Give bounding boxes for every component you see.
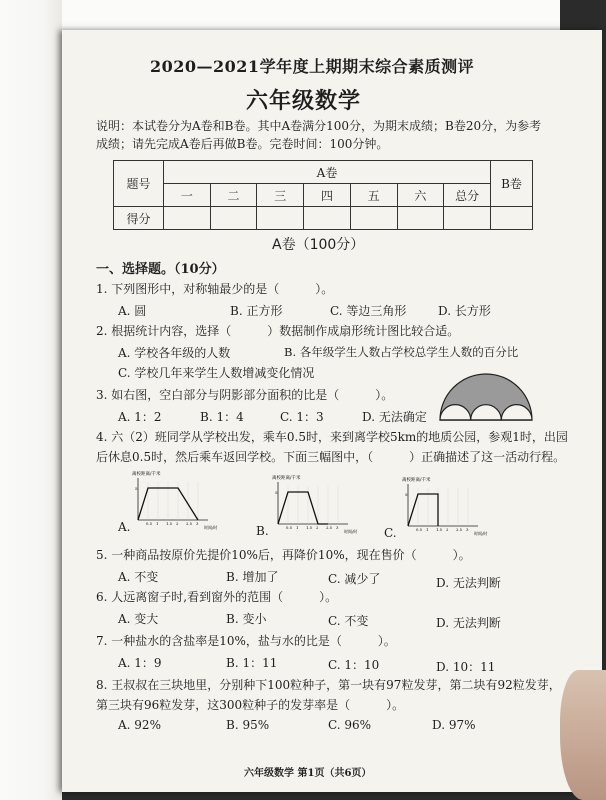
graph-c-x-tick: 2.5 xyxy=(456,527,463,532)
question-8-stem-line-2: 第三块有96粒发芽，这300粒种子的发芽率是（ ）。 xyxy=(96,698,405,712)
score-table-score-label: 得分 xyxy=(114,207,164,230)
question-4-option-a: A. xyxy=(118,520,131,534)
question-7-option-d: D. 10：11 xyxy=(436,660,496,674)
question-1-option-c: C. 等边三角形 xyxy=(330,304,407,318)
question-8-option-b: B. 95% xyxy=(226,718,270,732)
graph-c-x-tick: 1 xyxy=(426,527,429,532)
graph-c-x-tick: 2 xyxy=(446,527,449,532)
graph-b-x-label: 时间/时 xyxy=(344,529,358,534)
graph-b-x-tick: 0.5 xyxy=(286,525,293,530)
graph-a-x-tick: 3 xyxy=(196,521,199,526)
question-7-option-a: A. 1：9 xyxy=(118,656,162,670)
score-cell[interactable] xyxy=(350,207,397,230)
graph-b-x-tick: 1.5 xyxy=(306,525,313,530)
question-2-stem: 2. 根据统计内容，选择（ ）数据制作成扇形统计图比较合适。 xyxy=(96,324,460,338)
score-table-group-a: A卷 xyxy=(164,161,491,184)
score-cell[interactable] xyxy=(444,207,491,230)
score-cell[interactable] xyxy=(397,207,444,230)
question-5-option-b: B. 增加了 xyxy=(226,570,279,584)
graph-c-x-tick: 3 xyxy=(466,527,469,532)
question-4-stem-line-2: 后休息0.5时，然后乘车返回学校。下面三幅图中，（ ）正确描述了这一活动行程。 xyxy=(96,450,566,464)
section-a-heading: A卷（100分） xyxy=(272,237,365,253)
question-3-option-d: D. 无法确定 xyxy=(362,410,427,424)
question-6-option-c: C. 不变 xyxy=(328,614,369,628)
graph-a-x-tick: 2.5 xyxy=(186,521,193,526)
journey-graph-a xyxy=(128,468,224,530)
question-4-option-c: C. xyxy=(384,526,397,540)
question-1-option-b: B. 正方形 xyxy=(230,304,283,318)
question-6-option-b: B. 变小 xyxy=(226,612,267,626)
question-5-option-d: D. 无法判断 xyxy=(436,576,501,590)
question-4-option-b: B. xyxy=(256,524,269,538)
score-table-header-label: 题号 xyxy=(114,161,164,207)
page-footer: 六年级数学 第1页（共6页） xyxy=(244,768,372,779)
journey-graph-c xyxy=(398,474,494,536)
score-table-column: 六 xyxy=(397,184,444,207)
question-1-option-a: A. 圆 xyxy=(118,304,147,318)
score-cell[interactable] xyxy=(164,207,211,230)
question-1-option-d: D. 长方形 xyxy=(438,304,491,318)
background-top xyxy=(0,0,606,30)
question-2-option-b: B. 各年级学生人数占学校总学生人数的百分比 xyxy=(284,345,519,359)
question-2-option-c: C. 学校几年来学生人数增减变化情况 xyxy=(118,366,315,380)
question-5-option-c: C. 减少了 xyxy=(328,572,381,586)
question-8-option-c: C. 96% xyxy=(328,718,372,732)
graph-a-x-label: 时间/时 xyxy=(204,525,218,530)
score-table-column: 三 xyxy=(257,184,304,207)
question-1-stem: 1. 下列图形中，对称轴最少的是（ ）。 xyxy=(96,282,334,296)
question-8-option-d: D. 97% xyxy=(432,718,476,732)
graph-b-x-tick: 2 xyxy=(316,525,319,530)
graph-a-x-tick: 2 xyxy=(176,521,179,526)
graph-a-x-tick: 1.5 xyxy=(166,521,173,526)
graph-c-y-tick: 5 xyxy=(405,492,408,497)
question-6-option-a: A. 变大 xyxy=(118,612,159,626)
graph-a-x-tick: 0.5 xyxy=(146,521,153,526)
background-left xyxy=(0,0,62,800)
graph-c-x-tick: 1.5 xyxy=(436,527,443,532)
graph-b-x-tick: 3 xyxy=(336,525,339,530)
question-3-option-a: A. 1：2 xyxy=(118,410,162,424)
question-3-option-b: B. 1：4 xyxy=(200,410,244,424)
question-7-stem: 7. 一种盐水的含盐率是10%，盐与水的比是（ ）。 xyxy=(96,634,396,648)
graph-c-x-label: 时间/时 xyxy=(474,531,488,536)
score-table xyxy=(113,160,533,230)
question-8-stem-line-1: 8. 王叔叔在三块地里，分别种下100粒种子，第一块有97粒发芽，第二块有92粒发芽， xyxy=(96,678,561,692)
question-5-option-a: A. 不变 xyxy=(118,570,159,584)
semicircle-figure xyxy=(436,368,536,426)
background-corner xyxy=(560,0,606,30)
graph-b-y-label: 离校距离/千米 xyxy=(272,476,301,481)
score-cell[interactable] xyxy=(210,207,257,230)
graph-a-y-tick: 5 xyxy=(135,486,138,491)
score-cell[interactable] xyxy=(304,207,351,230)
question-6-option-d: D. 无法判断 xyxy=(436,616,501,630)
instructions-line-1: 说明：本试卷分为A卷和B卷。其中A卷满分100分，为期末成绩；B卷20分，为参考 xyxy=(96,119,542,133)
instructions-line-2: 成绩；请先完成A卷后再做B卷。完卷时间：100分钟。 xyxy=(96,137,389,151)
score-table-column: 二 xyxy=(210,184,257,207)
score-table-column: 五 xyxy=(350,184,397,207)
graph-b-x-tick: 1 xyxy=(296,525,299,530)
exam-title: 2020—2021学年度上期期末综合素质测评 xyxy=(150,57,475,76)
question-7-option-c: C. 1：10 xyxy=(328,658,380,672)
question-8-option-a: A. 92% xyxy=(118,718,161,732)
graph-c-y-label: 离校距离/千米 xyxy=(402,478,431,483)
question-3-stem: 3. 如右图，空白部分与阴影部分面积的比是（ ）。 xyxy=(96,388,394,402)
graph-a-y-label: 离校距离/千米 xyxy=(132,472,161,477)
question-3-option-c: C. 1：3 xyxy=(280,410,324,424)
score-table-column: 四 xyxy=(304,184,351,207)
part-1-heading: 一、选择题。（10分） xyxy=(96,262,225,277)
graph-c-x-tick: 0.5 xyxy=(416,527,423,532)
graph-b-x-tick: 2.5 xyxy=(326,525,333,530)
score-table-column: 一 xyxy=(164,184,211,207)
graph-a-x-tick: 1 xyxy=(156,521,159,526)
thumb-photo-edge xyxy=(560,670,606,800)
journey-graph-b xyxy=(268,472,364,534)
question-2-option-a: A. 学校各年级的人数 xyxy=(118,346,231,360)
score-cell[interactable] xyxy=(491,207,533,230)
exam-subject: 六年级数学 xyxy=(246,88,362,114)
graph-b-y-tick: 5 xyxy=(275,490,278,495)
score-cell[interactable] xyxy=(257,207,304,230)
question-7-option-b: B. 1：11 xyxy=(226,656,278,670)
question-6-stem: 6. 人远离窗子时,看到窗外的范围（ ）。 xyxy=(96,590,338,604)
question-4-stem-line-1: 4. 六（2）班同学从学校出发，乘车0.5时，来到离学校5km的地质公园，参观1时，出园 xyxy=(96,430,568,444)
question-5-stem: 5. 一种商品按原价先提价10%后，再降价10%，现在售价（ ）。 xyxy=(96,548,471,562)
score-table-column: 总分 xyxy=(444,184,491,207)
score-table-group-b: B卷 xyxy=(491,161,533,207)
